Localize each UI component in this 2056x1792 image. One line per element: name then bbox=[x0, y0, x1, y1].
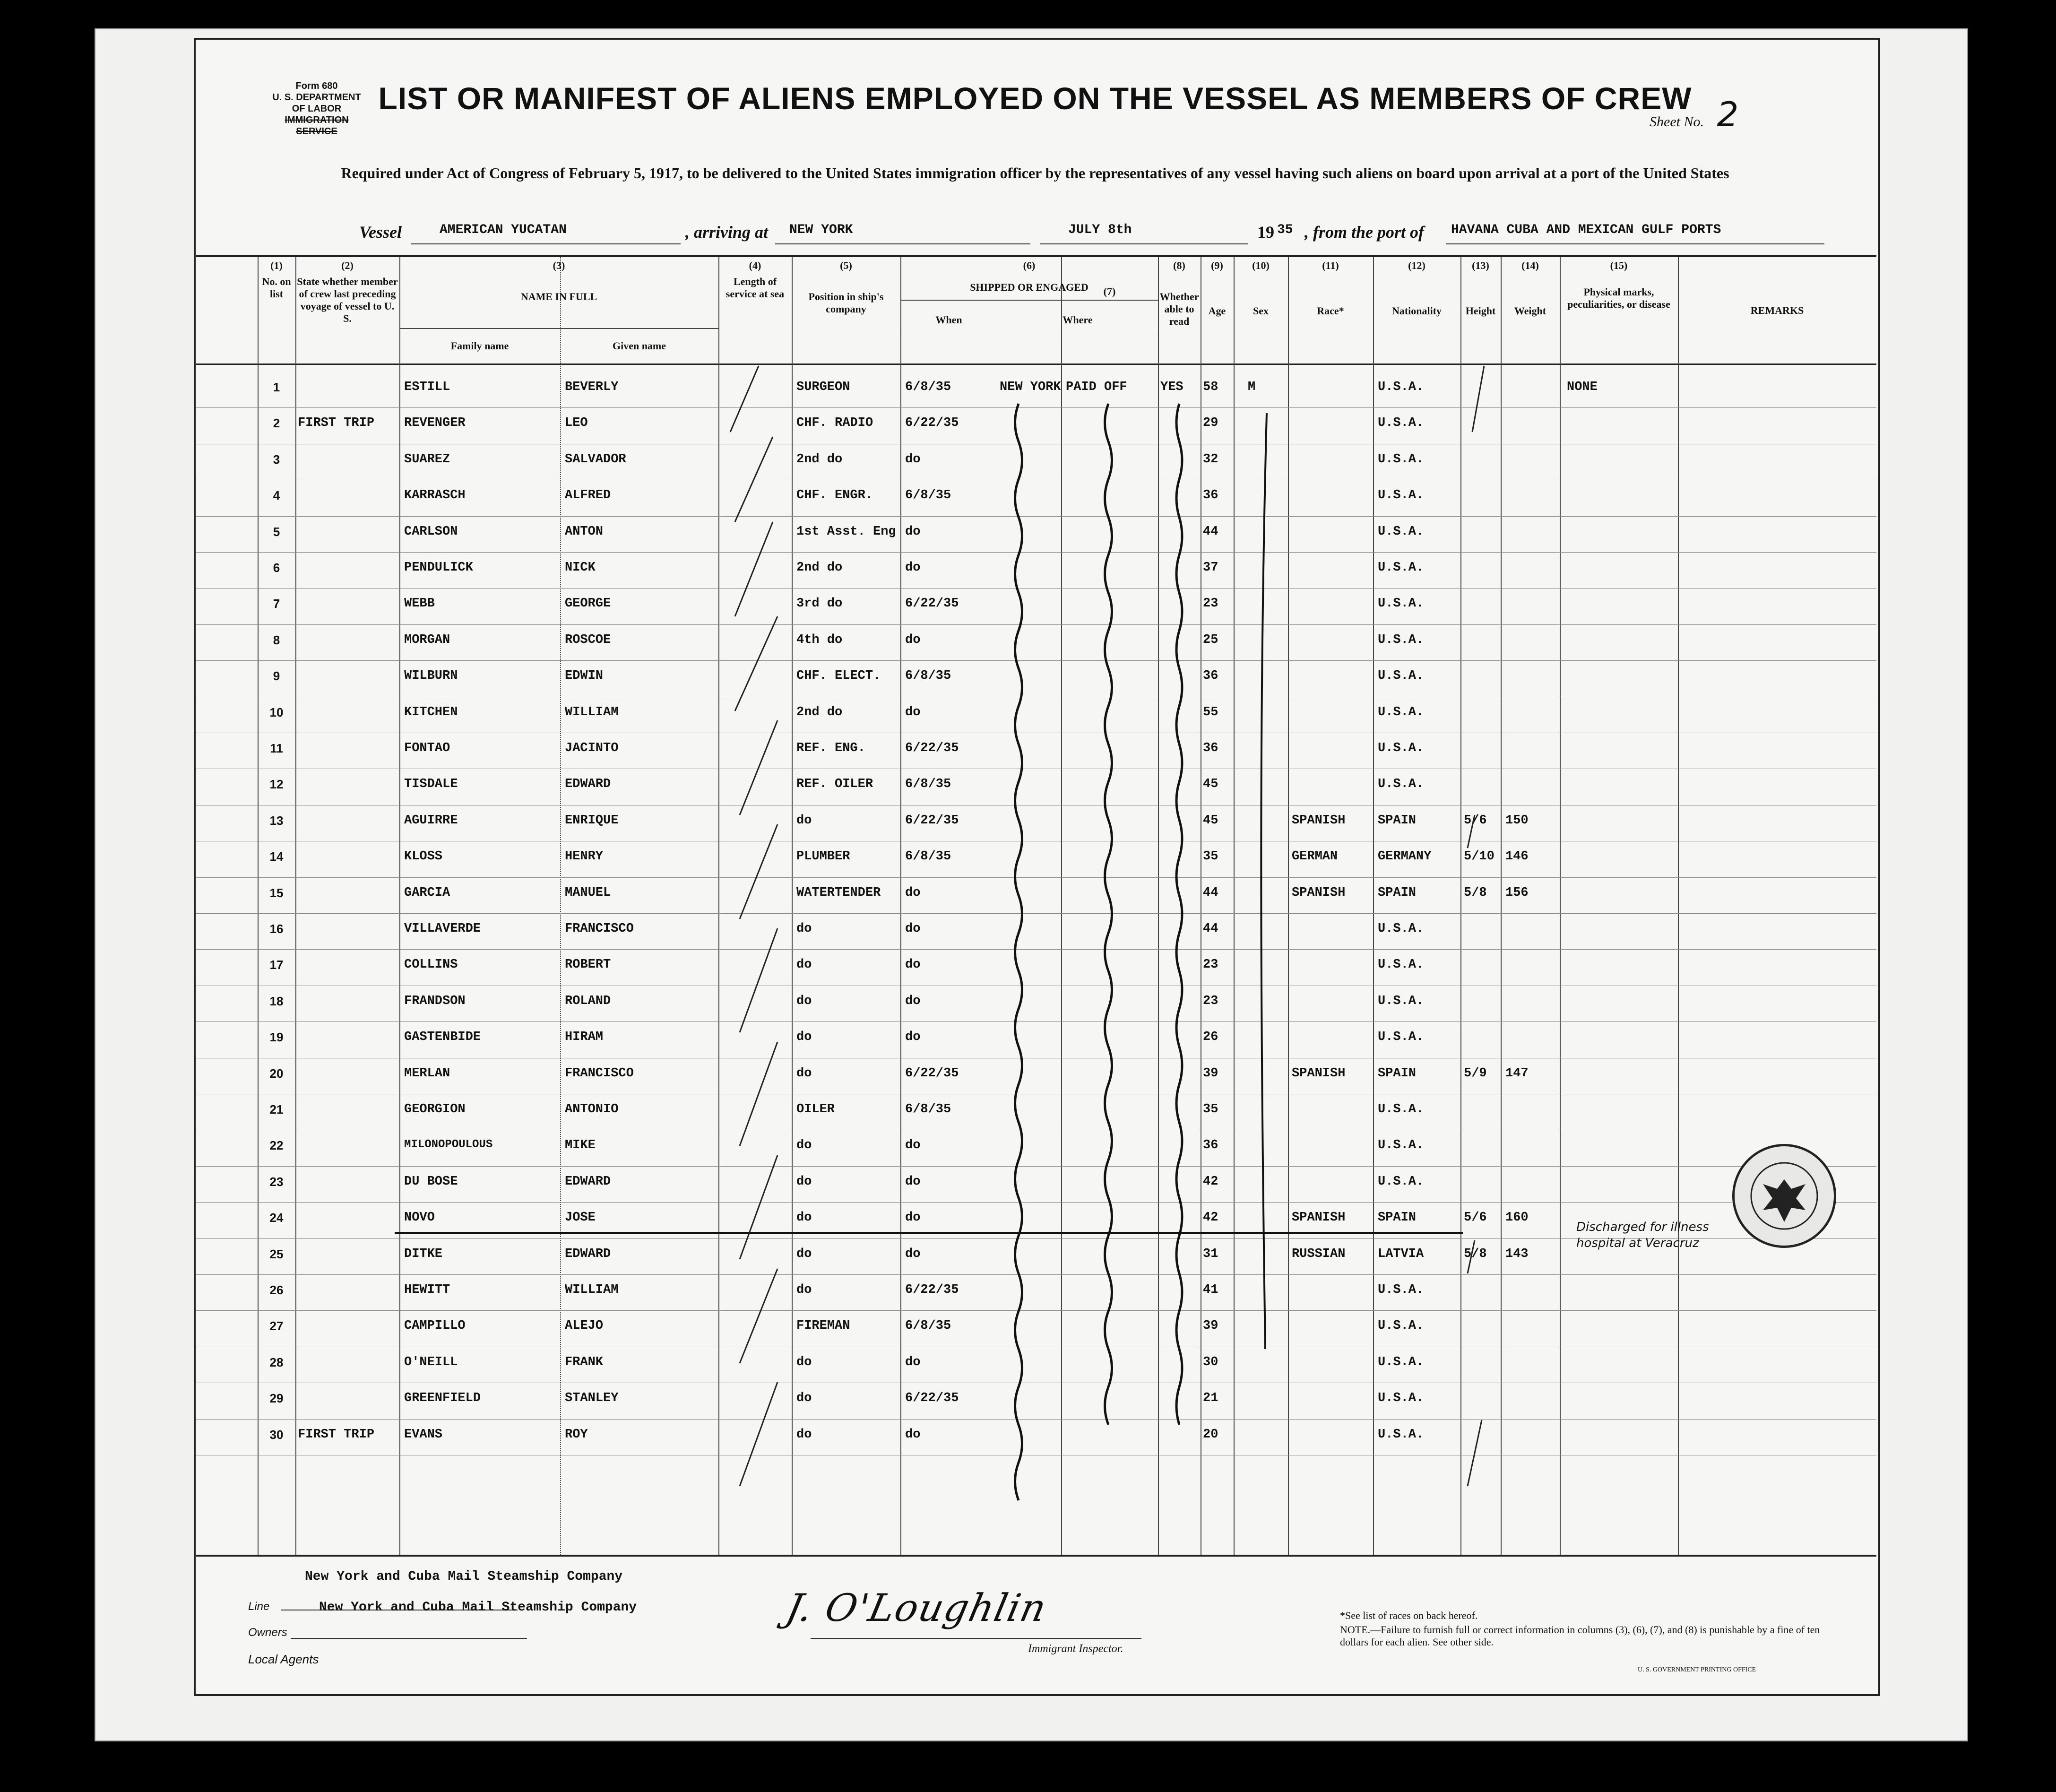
cell-no: 13 bbox=[269, 813, 284, 828]
cell-nat: SPAIN bbox=[1378, 885, 1417, 900]
cell-no: 18 bbox=[269, 994, 284, 1008]
cell-nat: U.S.A. bbox=[1378, 777, 1424, 792]
cell-when: do bbox=[905, 1247, 921, 1261]
cell-no: 1 bbox=[273, 380, 280, 394]
cell-no: 6 bbox=[273, 561, 280, 575]
cell-height: 5/10 bbox=[1464, 849, 1494, 864]
cell-when: 6/22/35 bbox=[905, 416, 959, 431]
vessel-label: Vessel bbox=[359, 223, 402, 242]
cell-given: FRANCISCO bbox=[565, 1066, 634, 1081]
cell-family: MORGAN bbox=[404, 632, 450, 647]
cell-position: do bbox=[796, 1283, 812, 1297]
cell-when: 6/8/35 bbox=[905, 777, 951, 792]
form-dept: U. S. DEPARTMENT OF LABOR bbox=[272, 92, 361, 114]
cell-no: 22 bbox=[269, 1138, 284, 1153]
cell-position: 4th do bbox=[796, 632, 843, 647]
cell-when: do bbox=[905, 1355, 921, 1369]
cell-when: 6/8/35 bbox=[905, 488, 951, 503]
cell-age: 45 bbox=[1203, 777, 1218, 792]
cell-age: 25 bbox=[1203, 632, 1218, 647]
cell-position: 2nd do bbox=[796, 452, 843, 467]
cell-age: 45 bbox=[1203, 813, 1218, 828]
cell-position: do bbox=[796, 1138, 812, 1153]
cell-given: LEO bbox=[565, 416, 588, 431]
cell-age: 39 bbox=[1203, 1319, 1218, 1333]
cell-given: ROLAND bbox=[565, 994, 611, 1008]
cell-nat: SPAIN bbox=[1378, 1211, 1417, 1225]
cell-when: do bbox=[905, 452, 921, 467]
cell-no: 19 bbox=[269, 1030, 284, 1045]
cell-nat: U.S.A. bbox=[1378, 922, 1424, 936]
cell-height: 5/6 bbox=[1464, 1211, 1487, 1225]
cell-given: SALVADOR bbox=[565, 452, 626, 467]
cell-no: 16 bbox=[269, 922, 284, 936]
vessel-name: AMERICAN YUCATAN bbox=[440, 223, 567, 237]
cell-nat: U.S.A. bbox=[1378, 741, 1424, 755]
cell-age: 55 bbox=[1203, 705, 1218, 719]
page-title: LIST OR MANIFEST OF ALIENS EMPLOYED ON THE VESSEL AS MEMBERS OF CREW bbox=[378, 81, 1692, 116]
cell-given: ALEJO bbox=[565, 1319, 604, 1333]
cell-age: 44 bbox=[1203, 885, 1218, 900]
cell-no: 30 bbox=[269, 1427, 284, 1442]
race-note: *See list of races on back hereof. bbox=[1340, 1610, 1478, 1621]
col-header-5: (5) Position in ship's company bbox=[808, 260, 884, 315]
cell-nat: U.S.A. bbox=[1378, 1030, 1424, 1045]
form-footer bbox=[196, 1553, 1876, 1690]
cell-race: RUSSIAN bbox=[1292, 1247, 1346, 1261]
cell-family: TISDALE bbox=[404, 777, 458, 792]
cell-age: 44 bbox=[1203, 524, 1218, 539]
col-header-4: (4) Length of service at sea bbox=[726, 260, 785, 300]
cell-no: 24 bbox=[269, 1211, 284, 1225]
cell-no: 5 bbox=[273, 524, 280, 539]
cell-age: 41 bbox=[1203, 1283, 1218, 1297]
cell-position: do bbox=[796, 1427, 812, 1442]
cell-race: SPANISH bbox=[1292, 1066, 1346, 1081]
cell-age: 44 bbox=[1203, 922, 1218, 936]
cell-given: HIRAM bbox=[565, 1030, 604, 1045]
cell-family: AGUIRRE bbox=[404, 813, 458, 828]
cell-position: do bbox=[796, 922, 812, 936]
cell-given: JOSE bbox=[565, 1211, 596, 1225]
cell-nat: U.S.A. bbox=[1378, 958, 1424, 972]
col-header-11: (11) Race* bbox=[1317, 260, 1344, 317]
cell-family: VILLAVERDE bbox=[404, 922, 481, 936]
departure-port: HAVANA CUBA AND MEXICAN GULF PORTS bbox=[1451, 223, 1721, 237]
col-header-10: (10) Sex bbox=[1252, 260, 1270, 317]
vessel-line bbox=[359, 220, 1824, 248]
cell-position: REF. ENG. bbox=[796, 741, 865, 755]
cell-no: 14 bbox=[269, 849, 284, 864]
cell-no: 12 bbox=[269, 777, 284, 792]
cell-family: GEORGION bbox=[404, 1102, 466, 1117]
cell-position: 2nd do bbox=[796, 705, 843, 719]
owners-label: Owners bbox=[248, 1626, 287, 1639]
cell-given: FRANK bbox=[565, 1355, 604, 1369]
cell-position: do bbox=[796, 1391, 812, 1406]
sheet-number-label: Sheet No. bbox=[1650, 114, 1704, 130]
cell-no: 2 bbox=[273, 416, 280, 431]
cell-given: MIKE bbox=[565, 1138, 596, 1153]
cell-position: do bbox=[796, 994, 812, 1008]
cell-weight: 146 bbox=[1505, 849, 1529, 864]
col-header-6: (6) SHIPPED OR ENGAGED bbox=[970, 260, 1088, 293]
col-header-when: When bbox=[935, 314, 962, 326]
cell-family: FRANDSON bbox=[404, 994, 466, 1008]
cell-age: 37 bbox=[1203, 561, 1218, 575]
cell-no: 4 bbox=[273, 488, 280, 503]
cell-given: GEORGE bbox=[565, 597, 611, 611]
cell-given: MANUEL bbox=[565, 885, 611, 900]
col-header-9: (9) Age bbox=[1208, 260, 1226, 317]
cell-family: PENDULICK bbox=[404, 561, 473, 575]
cell-family: MILONOPOULOUS bbox=[404, 1138, 493, 1151]
cell-family: WEBB bbox=[404, 597, 435, 611]
cell-family: O'NEILL bbox=[404, 1355, 458, 1369]
printer-mark: U. S. GOVERNMENT PRINTING OFFICE bbox=[1638, 1666, 1756, 1673]
form-number: Form 680 bbox=[295, 81, 338, 91]
cell-weight: 160 bbox=[1505, 1211, 1529, 1225]
col-header-1: (1) No. on list bbox=[262, 260, 291, 300]
cell-no: 11 bbox=[270, 741, 283, 755]
cell-when: do bbox=[905, 1427, 921, 1442]
cell-no: 28 bbox=[269, 1355, 284, 1369]
cell-family: WILBURN bbox=[404, 669, 458, 684]
cell-when: do bbox=[905, 561, 921, 575]
cell-age: 23 bbox=[1203, 994, 1218, 1008]
cell-position: do bbox=[796, 958, 812, 972]
cell-height: 5/8 bbox=[1464, 1247, 1487, 1261]
cell-position: 1st Asst. Eng bbox=[796, 524, 896, 539]
cell-age: 35 bbox=[1203, 849, 1218, 864]
cell-nat: U.S.A. bbox=[1378, 524, 1424, 539]
cell-no: 3 bbox=[273, 452, 280, 467]
cell-height: 5/9 bbox=[1464, 1066, 1487, 1081]
cell-position: SURGEON bbox=[796, 380, 850, 394]
cell-age: 26 bbox=[1203, 1030, 1218, 1045]
cell-given: WILLIAM bbox=[565, 1283, 619, 1297]
cell-weight: 156 bbox=[1505, 885, 1529, 900]
cell-position: do bbox=[796, 813, 812, 828]
cell-weight: 147 bbox=[1505, 1066, 1529, 1081]
cell-nat: U.S.A. bbox=[1378, 1391, 1424, 1406]
cell-given: ENRIQUE bbox=[565, 813, 619, 828]
cell-when: 6/8/35 bbox=[905, 1102, 951, 1117]
cell-family: GARCIA bbox=[404, 885, 450, 900]
cell-when: 6/22/35 bbox=[905, 1283, 959, 1297]
cell-when: do bbox=[905, 705, 921, 719]
cell-height: 5/8 bbox=[1464, 885, 1487, 900]
cell-nat: U.S.A. bbox=[1378, 1283, 1424, 1297]
cell-age: 29 bbox=[1203, 416, 1218, 431]
cell-no: 20 bbox=[269, 1066, 284, 1081]
cell-nat: GERMANY bbox=[1378, 849, 1432, 864]
cell-family: SUAREZ bbox=[404, 452, 450, 467]
cell-position: 3rd do bbox=[796, 597, 843, 611]
cell-position: do bbox=[796, 1247, 812, 1261]
year-prefix: 19 bbox=[1257, 223, 1274, 242]
cell-nat: U.S.A. bbox=[1378, 1427, 1424, 1442]
cell-race: GERMAN bbox=[1292, 849, 1338, 864]
cell-height: 5/6 bbox=[1464, 813, 1487, 828]
cell-family: CARLSON bbox=[404, 524, 458, 539]
col-header-14: (14) Weight bbox=[1514, 260, 1546, 317]
col-header-where: Where bbox=[1063, 314, 1093, 326]
cell-nat: U.S.A. bbox=[1378, 1319, 1424, 1333]
inspector-signature: J. O'Loughlin bbox=[782, 1586, 1051, 1630]
cell-position: do bbox=[796, 1211, 812, 1225]
cell-no: 7 bbox=[273, 597, 280, 611]
cell-when: 6/22/35 bbox=[905, 813, 959, 828]
cell-nat: U.S.A. bbox=[1378, 994, 1424, 1008]
cell-age: 31 bbox=[1203, 1247, 1218, 1261]
cell-nat: U.S.A. bbox=[1378, 488, 1424, 503]
cell-when: do bbox=[905, 1211, 921, 1225]
cell-family: FONTAO bbox=[404, 741, 450, 755]
cell-age: 32 bbox=[1203, 452, 1218, 467]
cell-prev: FIRST TRIP bbox=[298, 1427, 375, 1442]
col-header-3: (3) NAME IN FULL bbox=[520, 260, 597, 303]
cell-age: 23 bbox=[1203, 597, 1218, 611]
remark-row-23: Discharged for illness hospital at Veracruz bbox=[1576, 1220, 1709, 1250]
col-header-family: Family name bbox=[450, 340, 509, 352]
cell-age: 36 bbox=[1203, 1138, 1218, 1153]
col-header-12: (12) Nationality bbox=[1391, 260, 1442, 317]
cell-when: 6/8/35 bbox=[905, 1319, 951, 1333]
cell-race: SPANISH bbox=[1292, 885, 1346, 900]
cell-family: ESTILL bbox=[404, 380, 450, 394]
cell-no: 25 bbox=[269, 1247, 284, 1261]
col-header-given: Given name bbox=[612, 340, 666, 352]
cell-position: CHF. ENGR. bbox=[796, 488, 873, 503]
cell-nat: SPAIN bbox=[1378, 813, 1417, 828]
line-label: Line bbox=[248, 1600, 270, 1613]
cell-family: HEWITT bbox=[404, 1283, 450, 1297]
cell-no: 27 bbox=[269, 1319, 284, 1333]
ditto-marks bbox=[196, 257, 1876, 1555]
col-header-2: (2) State whether member of crew last preceding voyage of vessel to U. S. bbox=[297, 260, 398, 324]
cell-family: DITKE bbox=[404, 1247, 443, 1261]
cell-when: 6/22/35 bbox=[905, 597, 959, 611]
cell-sex: M bbox=[1248, 380, 1256, 394]
cell-nat: U.S.A. bbox=[1378, 705, 1424, 719]
cell-position: CHF. ELECT. bbox=[796, 669, 881, 684]
cell-weight: 143 bbox=[1505, 1247, 1529, 1261]
cell-nat: U.S.A. bbox=[1378, 380, 1424, 394]
fine-note: NOTE.—Failure to furnish full or correct information in columns (3), (6), (7), and (8) is punishable by a fine of ten dollars for each alien. See other side. bbox=[1340, 1624, 1820, 1648]
cell-family: KITCHEN bbox=[404, 705, 458, 719]
cell-family: KARRASCH bbox=[404, 488, 466, 503]
cell-age: 42 bbox=[1203, 1174, 1218, 1189]
cell-when: do bbox=[905, 1138, 921, 1153]
arrival-year: 35 bbox=[1277, 223, 1293, 237]
cell-age: 39 bbox=[1203, 1066, 1218, 1081]
page-subtitle: Required under Act of Congress of February 5, 1917, to be delivered to the United States immigration officer by the representatives of any vessel having such aliens on board upon arrival at a port of the United States bbox=[341, 164, 1729, 182]
owners-value: New York and Cuba Mail Steamship Company bbox=[319, 1600, 637, 1615]
cell-given: FRANCISCO bbox=[565, 922, 634, 936]
cell-when: do bbox=[905, 1174, 921, 1189]
cell-position: do bbox=[796, 1066, 812, 1081]
cell-given: ROSCOE bbox=[565, 632, 611, 647]
arrival-port: NEW YORK bbox=[789, 223, 853, 237]
sheet-number-value: 2 bbox=[1717, 95, 1739, 134]
cell-position: do bbox=[796, 1030, 812, 1045]
cell-age: 36 bbox=[1203, 741, 1218, 755]
cell-nat: U.S.A. bbox=[1378, 597, 1424, 611]
cell-given: EDWARD bbox=[565, 777, 611, 792]
cell-weight: 150 bbox=[1505, 813, 1529, 828]
cell-nat: U.S.A. bbox=[1378, 452, 1424, 467]
from-label: , from the port of bbox=[1304, 223, 1425, 242]
cell-when: do bbox=[905, 632, 921, 647]
cell-nat: SPAIN bbox=[1378, 1066, 1417, 1081]
col-header-15: (15) Physical marks, peculiarities, or disease bbox=[1567, 260, 1670, 310]
cell-when: 6/22/35 bbox=[905, 1066, 959, 1081]
cell-given: NICK bbox=[565, 561, 596, 575]
local-agents-label: Local Agents bbox=[248, 1652, 319, 1666]
cell-position: do bbox=[796, 1355, 812, 1369]
cell-given: EDWARD bbox=[565, 1247, 611, 1261]
cell-nat: U.S.A. bbox=[1378, 1355, 1424, 1369]
cell-prev: FIRST TRIP bbox=[298, 416, 375, 431]
crew-manifest-table bbox=[196, 255, 1876, 1557]
cell-nat: U.S.A. bbox=[1378, 416, 1424, 431]
cell-no: 26 bbox=[269, 1283, 284, 1297]
cell-when: 6/22/35 bbox=[905, 741, 959, 755]
cell-position: REF. OILER bbox=[796, 777, 873, 792]
cell-read: YES bbox=[1160, 380, 1183, 394]
cell-age: 20 bbox=[1203, 1427, 1218, 1442]
cell-no: 23 bbox=[269, 1174, 284, 1189]
cell-age: 58 bbox=[1203, 380, 1218, 394]
cell-age: 30 bbox=[1203, 1355, 1218, 1369]
inspector-label: Immigrant Inspector. bbox=[1028, 1643, 1123, 1655]
cell-no: 21 bbox=[269, 1102, 284, 1117]
cell-family: GASTENBIDE bbox=[404, 1030, 481, 1045]
cell-no: 9 bbox=[273, 669, 280, 684]
cell-age: 36 bbox=[1203, 669, 1218, 684]
col-header-remarks: REMARKS bbox=[1750, 304, 1804, 316]
cell-no: 10 bbox=[269, 705, 284, 719]
cell-when: 6/8/35 bbox=[905, 669, 951, 684]
cell-where: NEW YORK bbox=[1000, 380, 1061, 394]
cell-family: MERLAN bbox=[404, 1066, 450, 1081]
cell-nat: U.S.A. bbox=[1378, 1174, 1424, 1189]
cell-age: 35 bbox=[1203, 1102, 1218, 1117]
cell-when: do bbox=[905, 994, 921, 1008]
arriving-label: , arriving at bbox=[685, 223, 769, 242]
cell-nat: U.S.A. bbox=[1378, 1138, 1424, 1153]
cell-when: 6/8/35 bbox=[905, 849, 951, 864]
cell-no: 15 bbox=[269, 885, 284, 900]
col-header-13: (13) Height bbox=[1465, 260, 1496, 317]
cell-nat: LATVIA bbox=[1378, 1247, 1424, 1261]
cell-paid: PAID OFF bbox=[1066, 380, 1127, 394]
cell-given: EDWIN bbox=[565, 669, 604, 684]
line-value: New York and Cuba Mail Steamship Company bbox=[305, 1569, 623, 1584]
cell-position: PLUMBER bbox=[796, 849, 850, 864]
cell-family: REVENGER bbox=[404, 416, 466, 431]
cell-nat: U.S.A. bbox=[1378, 669, 1424, 684]
cell-age: 36 bbox=[1203, 488, 1218, 503]
eagle-seal-icon bbox=[1735, 1146, 1834, 1246]
cell-position: OILER bbox=[796, 1102, 835, 1117]
cell-when: 6/22/35 bbox=[905, 1391, 959, 1406]
cell-when: do bbox=[905, 1030, 921, 1045]
cell-nat: U.S.A. bbox=[1378, 632, 1424, 647]
cell-no: 17 bbox=[269, 958, 284, 972]
cell-given: BEVERLY bbox=[565, 380, 619, 394]
cell-nat: U.S.A. bbox=[1378, 1102, 1424, 1117]
col-header-8: (8) Whether able to read bbox=[1159, 260, 1199, 327]
cell-given: JACINTO bbox=[565, 741, 619, 755]
cell-age: 21 bbox=[1203, 1391, 1218, 1406]
cell-given: ROY bbox=[565, 1427, 588, 1442]
cell-position: FIREMAN bbox=[796, 1319, 850, 1333]
cell-position: do bbox=[796, 1174, 812, 1189]
cell-given: STANLEY bbox=[565, 1391, 619, 1406]
cell-no: 29 bbox=[269, 1391, 284, 1406]
cell-race: SPANISH bbox=[1292, 813, 1346, 828]
cell-race: SPANISH bbox=[1292, 1211, 1346, 1225]
cell-family: KLOSS bbox=[404, 849, 443, 864]
col-header-7-num: (7) bbox=[1103, 286, 1116, 297]
cell-given: WILLIAM bbox=[565, 705, 619, 719]
consulate-seal bbox=[1732, 1144, 1836, 1248]
cell-given: ALFRED bbox=[565, 488, 611, 503]
cell-no: 8 bbox=[273, 632, 280, 647]
arrival-date: JULY 8th bbox=[1068, 223, 1132, 237]
cell-position: CHF. RADIO bbox=[796, 416, 873, 431]
cell-marks: NONE bbox=[1567, 380, 1598, 394]
form-service: IMMIGRATION SERVICE bbox=[285, 115, 349, 137]
cell-when: 6/8/35 bbox=[905, 380, 951, 394]
cell-family: CAMPILLO bbox=[404, 1319, 466, 1333]
cell-given: ANTONIO bbox=[565, 1102, 619, 1117]
cell-when: do bbox=[905, 958, 921, 972]
cell-nat: U.S.A. bbox=[1378, 561, 1424, 575]
cell-when: do bbox=[905, 922, 921, 936]
cell-family: COLLINS bbox=[404, 958, 458, 972]
cell-given: HENRY bbox=[565, 849, 604, 864]
cell-age: 42 bbox=[1203, 1211, 1218, 1225]
cell-family: DU BOSE bbox=[404, 1174, 458, 1189]
cell-family: EVANS bbox=[404, 1427, 443, 1442]
cell-position: 2nd do bbox=[796, 561, 843, 575]
cell-given: ANTON bbox=[565, 524, 604, 539]
cell-age: 23 bbox=[1203, 958, 1218, 972]
cell-position: WATERTENDER bbox=[796, 885, 881, 900]
cell-given: EDWARD bbox=[565, 1174, 611, 1189]
cell-family: NOVO bbox=[404, 1211, 435, 1225]
cell-family: GREENFIELD bbox=[404, 1391, 481, 1406]
cell-when: do bbox=[905, 524, 921, 539]
cell-given: ROBERT bbox=[565, 958, 611, 972]
cell-when: do bbox=[905, 885, 921, 900]
